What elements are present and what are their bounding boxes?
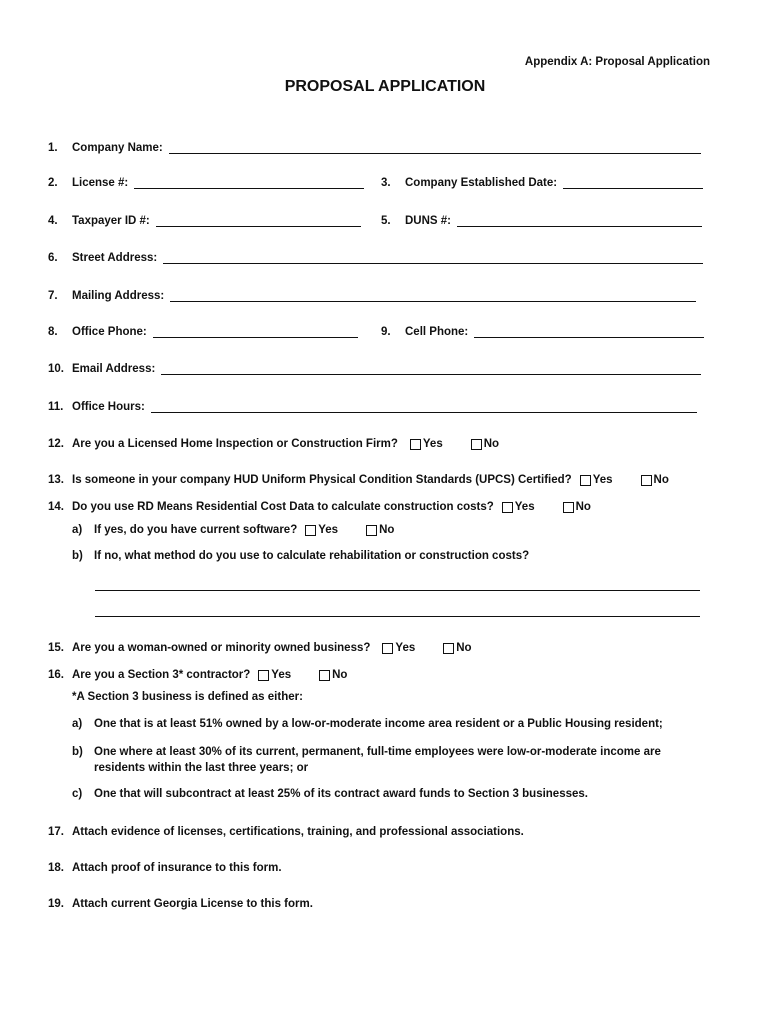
cell-phone-label: Cell Phone: xyxy=(405,326,469,338)
office-phone-row xyxy=(48,322,358,338)
item-letter: c) xyxy=(72,788,83,800)
item-number: 11. xyxy=(48,401,64,413)
method-answer-line-2[interactable] xyxy=(95,616,700,617)
yes-label: Yes xyxy=(422,438,443,450)
question-16 xyxy=(48,665,347,681)
item-number: 15. xyxy=(48,642,64,654)
item-number: 9. xyxy=(381,326,391,338)
established-date-field[interactable] xyxy=(563,176,703,189)
item-number: 7. xyxy=(48,290,58,302)
question-text: Do you use RD Means Residential Cost Data to calculate construction costs? xyxy=(72,501,494,513)
attachment-17 xyxy=(48,822,524,838)
attachment-18 xyxy=(48,858,282,874)
no-label: No xyxy=(332,669,348,681)
item-number: 14. xyxy=(48,501,64,513)
checkbox-yes[interactable] xyxy=(305,525,316,536)
appendix-note: Appendix A: Proposal Application xyxy=(524,56,710,68)
office-hours-row xyxy=(48,397,697,413)
checkbox-yes[interactable] xyxy=(258,670,269,681)
section3-item-a xyxy=(72,718,663,730)
question-14a xyxy=(72,524,394,536)
question-text: If yes, do you have current software? xyxy=(94,524,298,536)
company-name-field[interactable] xyxy=(169,141,701,154)
checkbox-no[interactable] xyxy=(366,525,377,536)
cell-phone-row xyxy=(381,322,704,338)
established-date-label: Company Established Date: xyxy=(405,177,558,189)
no-option[interactable] xyxy=(551,501,591,513)
question-13 xyxy=(48,470,669,486)
definition-text: One that is at least 51% owned by a low-or-moderate income area resident or a Public Housing resident; xyxy=(94,718,663,730)
duns-label: DUNS #: xyxy=(405,215,452,227)
question-text: If no, what method do you use to calculate rehabilitation or construction costs? xyxy=(94,550,530,562)
page-title: PROPOSAL APPLICATION xyxy=(284,78,486,95)
email-address-row xyxy=(48,359,701,375)
definition-text: One where at least 30% of its current, permanent, full-time employees were low-or-moderate income are residents within the last three years; or xyxy=(94,746,661,774)
no-label: No xyxy=(575,501,591,513)
street-address-field[interactable] xyxy=(163,251,703,264)
yes-option[interactable] xyxy=(494,501,535,513)
office-phone-field[interactable] xyxy=(153,325,358,338)
yes-option[interactable] xyxy=(398,438,443,450)
no-label: No xyxy=(456,642,472,654)
checkbox-no[interactable] xyxy=(443,643,454,654)
item-number: 8. xyxy=(48,326,58,338)
method-answer-line-1[interactable] xyxy=(95,590,700,591)
item-letter: b) xyxy=(72,550,83,562)
item-number: 13. xyxy=(48,474,64,486)
taxpayer-id-field[interactable] xyxy=(156,214,361,227)
street-address-label: Street Address: xyxy=(72,252,158,264)
item-number: 17. xyxy=(48,826,64,838)
no-option[interactable] xyxy=(307,669,347,681)
item-number: 19. xyxy=(48,898,64,910)
duns-field[interactable] xyxy=(457,214,702,227)
section3-item-b xyxy=(72,744,702,776)
checkbox-no[interactable] xyxy=(471,439,482,450)
yes-label: Yes xyxy=(271,669,292,681)
item-number: 16. xyxy=(48,669,64,681)
checkbox-yes[interactable] xyxy=(410,439,421,450)
cell-phone-field[interactable] xyxy=(474,325,704,338)
section3-note: *A Section 3 business is defined as either: xyxy=(72,691,303,703)
no-option[interactable] xyxy=(431,642,471,654)
street-address-row xyxy=(48,248,703,264)
attachment-text: Attach evidence of licenses, certifications, training, and professional associations. xyxy=(72,826,524,838)
office-phone-label: Office Phone: xyxy=(72,326,147,338)
license-field[interactable] xyxy=(134,176,364,189)
yes-option[interactable] xyxy=(250,669,291,681)
checkbox-no[interactable] xyxy=(563,502,574,513)
no-label: No xyxy=(653,474,669,486)
duns-row xyxy=(381,211,702,227)
license-label: License #: xyxy=(72,177,129,189)
no-option[interactable] xyxy=(354,524,394,536)
checkbox-yes[interactable] xyxy=(580,475,591,486)
mailing-address-field[interactable] xyxy=(170,289,696,302)
yes-label: Yes xyxy=(395,642,416,654)
attachment-19 xyxy=(48,894,313,910)
attachment-text: Attach proof of insurance to this form. xyxy=(72,862,282,874)
yes-option[interactable] xyxy=(572,474,613,486)
no-option[interactable] xyxy=(459,438,499,450)
checkbox-no[interactable] xyxy=(641,475,652,486)
yes-label: Yes xyxy=(318,524,339,536)
item-number: 6. xyxy=(48,252,58,264)
mailing-address-row xyxy=(48,286,696,302)
taxpayer-id-row xyxy=(48,211,361,227)
yes-label: Yes xyxy=(514,501,535,513)
checkbox-no[interactable] xyxy=(319,670,330,681)
yes-option[interactable] xyxy=(297,524,338,536)
question-text: Are you a woman-owned or minority owned business? xyxy=(72,642,371,654)
question-14b xyxy=(72,550,529,562)
no-label: No xyxy=(483,438,500,450)
no-label: No xyxy=(379,524,395,536)
item-letter: b) xyxy=(72,746,83,758)
taxpayer-id-label: Taxpayer ID #: xyxy=(72,215,150,227)
email-address-field[interactable] xyxy=(161,362,701,375)
established-date-row xyxy=(381,173,703,189)
yes-label: Yes xyxy=(592,474,613,486)
section3-item-c xyxy=(72,788,588,800)
company-name-row xyxy=(48,138,701,154)
item-number: 4. xyxy=(48,215,58,227)
office-hours-field[interactable] xyxy=(151,400,697,413)
mailing-address-label: Mailing Address: xyxy=(72,290,165,302)
item-number: 10. xyxy=(48,363,64,375)
no-option[interactable] xyxy=(629,474,669,486)
question-14 xyxy=(48,497,591,513)
item-number: 3. xyxy=(381,177,391,189)
item-number: 5. xyxy=(381,215,391,227)
email-address-label: Email Address: xyxy=(72,363,156,375)
question-15 xyxy=(48,638,472,654)
item-letter: a) xyxy=(72,524,83,536)
item-number: 1. xyxy=(48,142,58,154)
item-number: 12. xyxy=(48,438,64,450)
checkbox-yes[interactable] xyxy=(382,643,393,654)
attachment-text: Attach current Georgia License to this form. xyxy=(72,898,313,910)
office-hours-label: Office Hours: xyxy=(72,401,145,413)
question-text: Are you a Section 3* contractor? xyxy=(72,669,251,681)
item-number: 2. xyxy=(48,177,58,189)
question-12 xyxy=(48,434,499,450)
question-text: Is someone in your company HUD Uniform Physical Condition Standards (UPCS) Certified? xyxy=(72,474,572,486)
company-name-label: Company Name: xyxy=(72,142,163,154)
license-row xyxy=(48,173,364,189)
item-number: 18. xyxy=(48,862,64,874)
item-letter: a) xyxy=(72,718,83,730)
yes-option[interactable] xyxy=(370,642,415,654)
question-text: Are you a Licensed Home Inspection or Construction Firm? xyxy=(72,438,398,450)
checkbox-yes[interactable] xyxy=(502,502,513,513)
definition-text: One that will subcontract at least 25% of its contract award funds to Section 3 businesses. xyxy=(94,788,588,800)
